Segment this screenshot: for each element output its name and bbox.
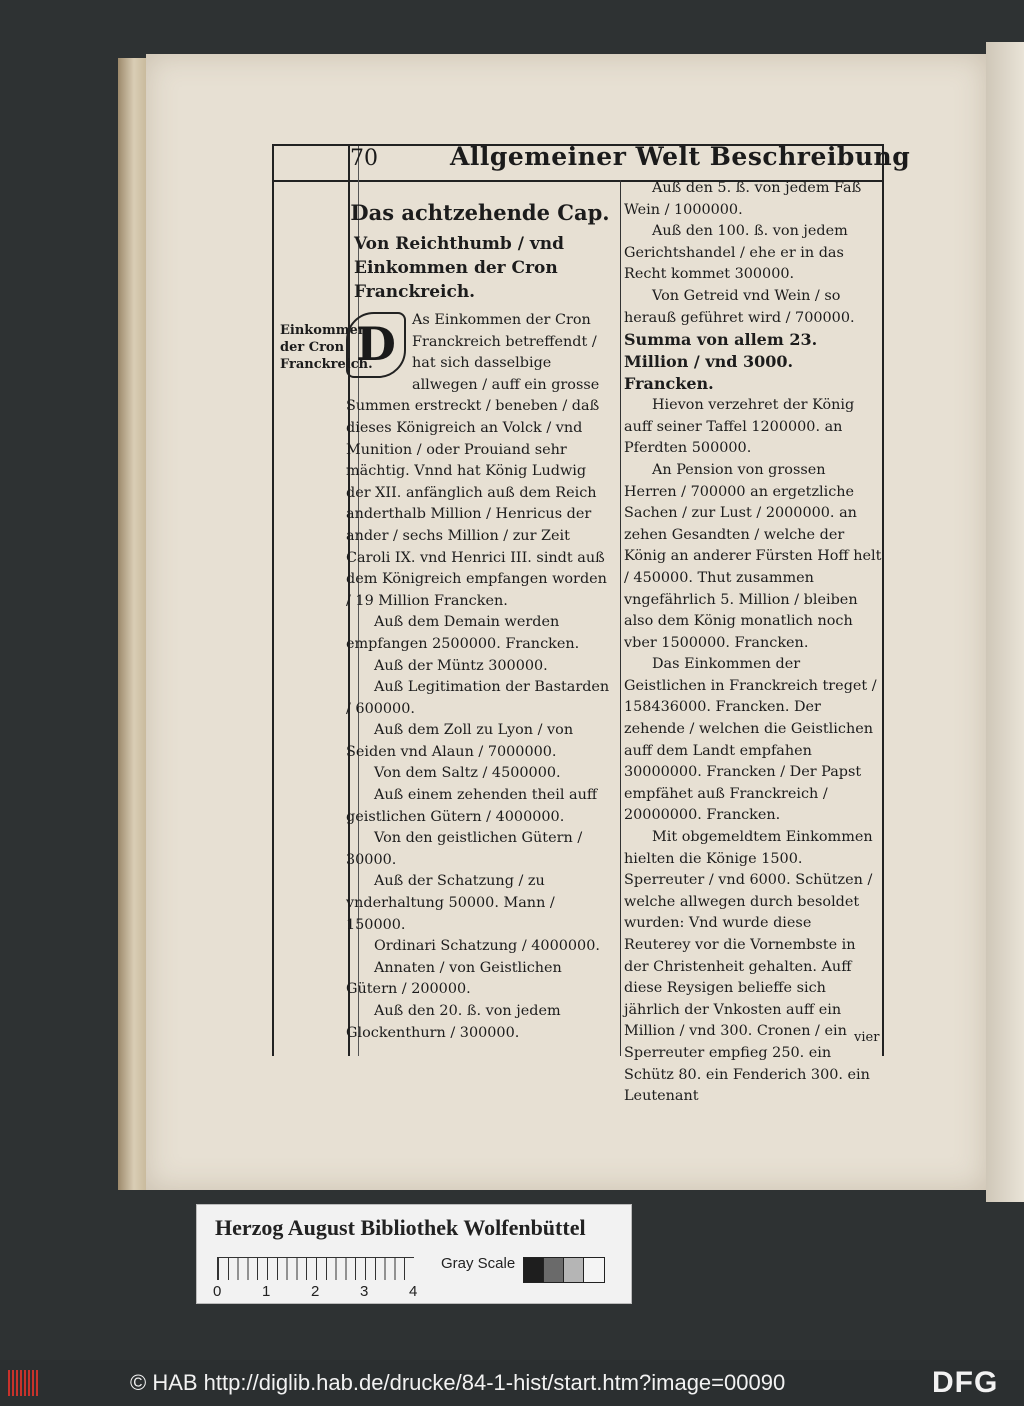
intro-text: As Einkommen der Cron Franckreich betreffendt / hat sich dasselbige allwegen / auff ein grosse Summen erstreckt / beneben / daß dieses Königreich an Volck / vnd Munition / oder Prouiand sehr mächtig. Vnnd hat König Ludwig der XII. anfänglich auß dem Reich anderthalb Million / Henricus der ander / sechs Million / zur Zeit Caroli IX. vnd Henrici III. sindt auß dem Königreich empfangen worden / 19 Million Francken. bbox=[346, 312, 607, 609]
gray-swatch bbox=[583, 1257, 605, 1283]
dfg-logo: DFG bbox=[932, 1366, 999, 1399]
income-item: Von den geistlichen Gütern / 30000. bbox=[346, 830, 583, 868]
ruler-tick-label: 1 bbox=[262, 1283, 271, 1300]
viewer-footer bbox=[0, 1360, 1024, 1406]
income-item: Annaten / von Geistlichen Gütern / 200000. bbox=[346, 959, 562, 998]
income-item: Auß den 5. ß. von jedem Faß Wein / 1000000. bbox=[624, 180, 862, 218]
hab-logo-icon bbox=[8, 1370, 38, 1396]
drop-cap: D bbox=[346, 312, 406, 378]
chapter-title: Das achtzehende Cap. bbox=[350, 200, 610, 225]
right-column bbox=[624, 178, 882, 1108]
page-number: 70 bbox=[350, 146, 378, 171]
gray-scale-label: Gray Scale bbox=[441, 1255, 516, 1272]
expense-paragraph: An Pension von grossen Herren / 700000 an ergetzliche Sachen / zur Lust / 2000000. an zehen Gesandten / welche der König an anderer Fürsten Hoff helt / 450000. Thut zusammen vngefährlich 5. Million / bleiben also dem König monatlich noch vber 1500000. Francken. bbox=[624, 461, 882, 651]
library-color-target bbox=[196, 1204, 632, 1304]
ruler-tick-label: 2 bbox=[311, 1283, 320, 1300]
income-item: Auß der Schatzung / zu vnderhaltung 50000. Mann / 150000. bbox=[346, 873, 555, 933]
intro-paragraph bbox=[346, 310, 614, 612]
ruler-tick-label: 3 bbox=[360, 1283, 369, 1300]
income-item: Von Getreid vnd Wein / so herauß geführet wird / 700000. bbox=[624, 287, 855, 326]
ruler-tick-label: 0 bbox=[213, 1283, 222, 1300]
income-item: Von dem Saltz / 4500000. bbox=[374, 765, 561, 782]
income-item: Ordinari Schatzung / 4000000. bbox=[374, 938, 600, 955]
income-item: Auß einem zehenden theil auff geistlichen Gütern / 4000000. bbox=[346, 787, 598, 825]
ruler-tick-label: 4 bbox=[409, 1283, 418, 1300]
expense-paragraph: Das Einkommen der Geistlichen in Franckreich treget / 158436000. Francken. Der zehende / welchen die Geistlichen auff dem Landt empfahen 30000000. Francken / Der Papst empfähet auß Franckreich / 20000000. Francken. bbox=[624, 656, 877, 824]
expense-paragraph: Mit obgemeldtem Einkommen hielten die Könige 1500. Sperreuter / vnd 6000. Schützen / welche allwegen durch besoldet wurden: Vnd wurde diese Reuterey vor die Vornembste in der Christenheit gehalten. Auff diese Reysigen belieffe sich jährlich der Vnkosten auff ein Million / vnd 300. Cronen / ein Sperreuter empfieg 250. ein Schütz 80. ein Fenderich 300. ein Leutenant bbox=[624, 829, 873, 1105]
income-item: Auß dem Demain werden empfangen 2500000. Francken. bbox=[346, 614, 580, 652]
chapter-subtitle: Von Reichthumb / vnd Einkommen der Cron Franckreich. bbox=[354, 234, 564, 302]
income-item: Auß Legitimation der Bastarden / 600000. bbox=[346, 679, 610, 717]
running-head: Allgemeiner Welt Beschreibung bbox=[450, 142, 911, 171]
margin-note: Einkommen der Cron Franckreich. bbox=[280, 323, 373, 372]
gray-swatch bbox=[543, 1257, 565, 1283]
copyright-url[interactable]: © HAB http://diglib.hab.de/drucke/84-1-hist/start.htm?image=00090 bbox=[130, 1370, 786, 1395]
expense-paragraph: Hievon verzehret der König auff seiner Taffel 1200000. an Pferdten 500000. bbox=[624, 397, 855, 457]
left-column bbox=[346, 198, 614, 1044]
summa-heading: Summa von allem 23. Million / vnd 3000. Francken. bbox=[624, 330, 818, 394]
library-name: Herzog August Bibliothek Wolfenbüttel bbox=[215, 1215, 586, 1240]
facing-page-edge bbox=[986, 42, 1024, 1202]
catchword: vier bbox=[854, 1030, 880, 1045]
gray-swatch bbox=[523, 1257, 545, 1283]
gray-swatch bbox=[563, 1257, 585, 1283]
income-item: Auß den 20. ß. von jedem Glockenthurn / 300000. bbox=[346, 1003, 561, 1041]
income-item: Auß den 100. ß. von jedem Gerichtshandel / ehe er in das Recht kommet 300000. bbox=[624, 223, 848, 283]
income-item: Auß der Müntz 300000. bbox=[374, 657, 548, 674]
column-rule bbox=[620, 180, 621, 1056]
income-item: Auß dem Zoll zu Lyon / von Seiden vnd Alaun / 7000000. bbox=[346, 722, 574, 760]
scale-ruler bbox=[217, 1257, 414, 1280]
